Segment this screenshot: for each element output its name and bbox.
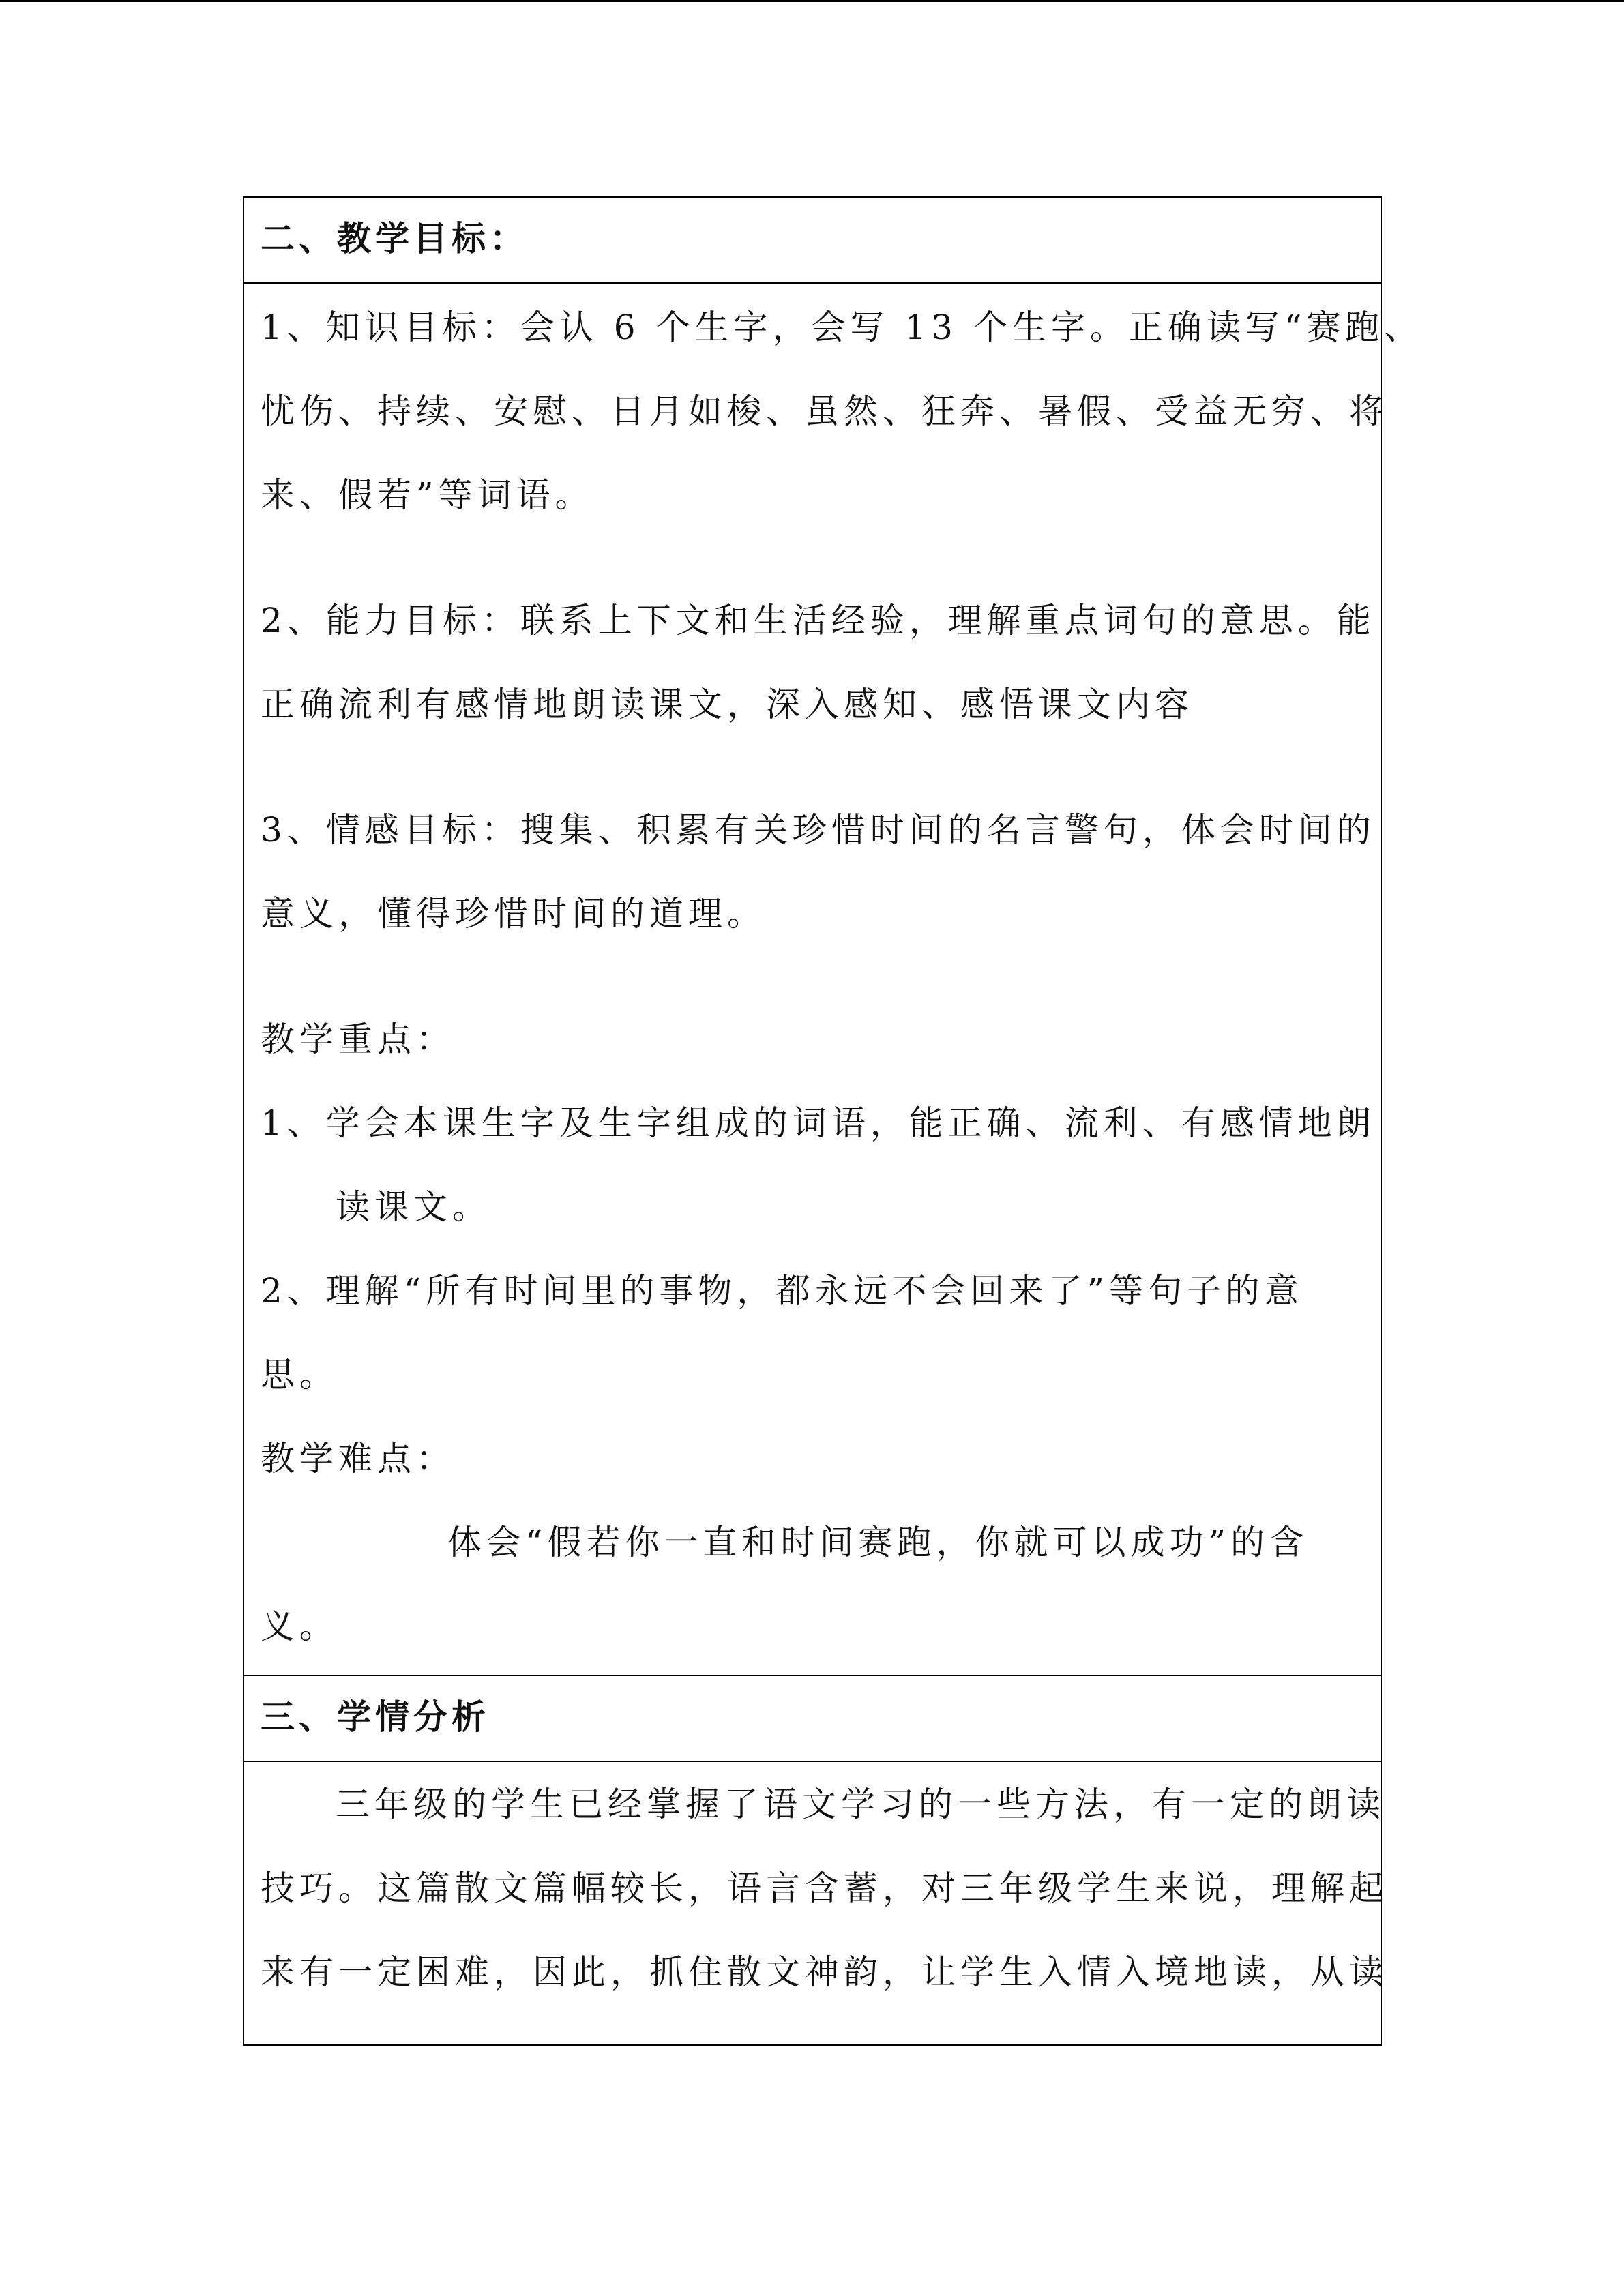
lesson-plan-table: [243, 196, 1423, 2046]
page-top-border: [0, 0, 1624, 2]
student-analysis-line-2: 技巧。这篇散文篇幅较长，语言含蓄，对三年级学生来说，理解起: [261, 1868, 1388, 1908]
ability-goal-line-2: 正确流利有感情地朗读课文，深入感知、感悟课文内容: [261, 685, 1194, 724]
ability-goal-line-1: 2、能力目标：联系上下文和生活经验，理解重点词句的意思。能: [261, 601, 1376, 640]
row-divider: [244, 282, 1381, 284]
difficulty-line-2: 义。: [261, 1607, 338, 1646]
student-analysis-line-1: 三年级的学生已经掌握了语文学习的一些方法，有一定的朗读: [336, 1785, 1385, 1824]
key-point-2-line-1: 2、理解“所有时间里的事物，都永远不会回来了”等句子的意: [261, 1271, 1303, 1311]
key-point-2-line-2: 思。: [261, 1355, 338, 1395]
knowledge-goal-line-3: 来、假若”等词语。: [261, 475, 594, 515]
student-analysis-line-3: 来有一定困难，因此，抓住散文神韵，让学生入情入境地读，从读: [261, 1952, 1388, 1992]
emotion-goal-line-2: 意义，懂得珍惜时间的道理。: [261, 894, 766, 934]
emotion-goal-line-1: 3、情感目标：搜集、积累有关珍惜时间的名言警句，体会时间的: [261, 810, 1376, 850]
section-heading-teaching-goals: 二、教学目标：: [261, 219, 528, 258]
difficulty-label: 教学难点：: [261, 1439, 455, 1478]
knowledge-goal-line-2: 忧伤、持续、安慰、日月如梭、虽然、狂奔、暑假、受益无穷、将: [261, 391, 1388, 431]
section-heading-student-analysis: 三、学情分析: [261, 1697, 490, 1737]
key-point-1-line-1: 1、学会本课生字及生字组成的词语，能正确、流利、有感情地朗: [261, 1103, 1376, 1143]
key-point-1-line-2: 读课文。: [336, 1187, 491, 1227]
knowledge-goal-line-1: 1、知识目标：会认 6 个生字，会写 13 个生字。正确读写“赛跑、: [261, 308, 1423, 347]
key-points-label: 教学重点：: [261, 1019, 455, 1059]
row-divider: [244, 1675, 1381, 1676]
difficulty-line-1: 体会“假若你一直和时间赛跑，你就可以成功”的含: [447, 1523, 1309, 1562]
row-divider: [244, 1761, 1381, 1762]
